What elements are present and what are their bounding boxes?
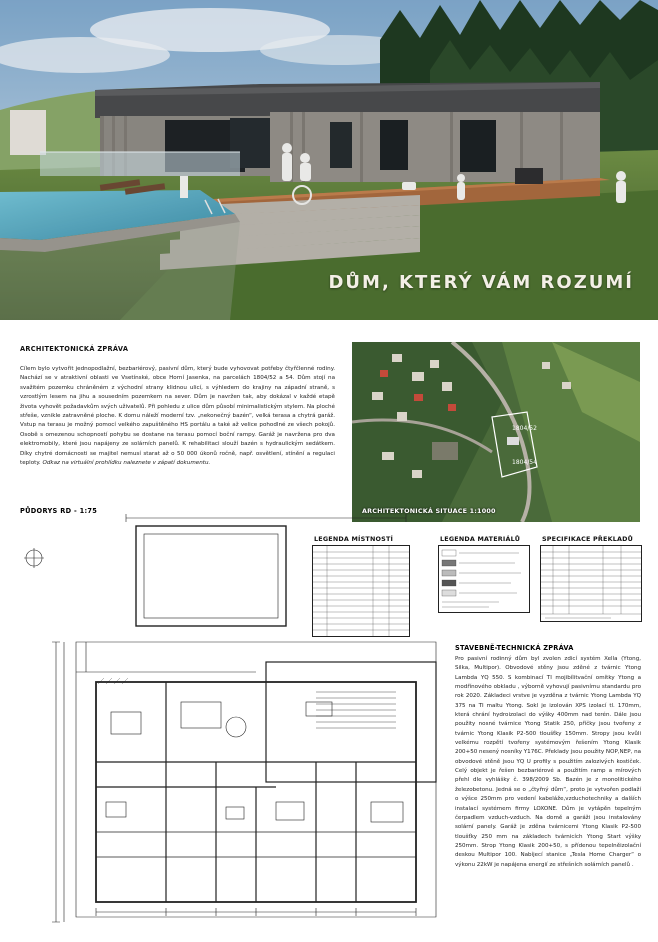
parcel-label-b: 1804/54 [512, 459, 537, 466]
site-plan-map [352, 342, 640, 522]
floor-plan-heading: PŮDORYS RD - 1:75 [20, 507, 98, 515]
structural-report-heading: STAVEBNĚ-TECHNICKÁ ZPRÁVA [455, 644, 574, 652]
structural-report-body: Pro pasivní rodinný dům byl zvolen zdicí systém Xella (Ytong, Silka, Multipor). Obvodové stěny jsou zděné z tvárnic Ytong Lambda YQ 550. S kombinací TI mojibílitvační omítky Ytong a modřínového obkladu , výborně vyhovují pasivnímu standardu pro rok 2020. Základeci vrstve je vyzděna z tvárnic Ytong Lambda YQ 375 na TI maltu Ytong. Sokl je izolován XPS izolací tl. 170mm, která chrání hydroizolaci do výšky 400mm nad terén. Dále jsou použity nosné tvárnice Ytong Statik 250, příčky jsou tvořeny z tvárnic Ytong Klasik P2-500 tloušťky 150mm. Stropy jsou kvůli velkému rozpětí tvořeny systémovým řešením Ytong Klasik 200+50 nesený nosníky Y176C. Překlady jsou použity NOP,NEP, na obvodové stěně jsou YQ U profily s použitím zalozivých kostiček. Celý objekt je řešen bezbariérové a použitím ramp a mírových přehl dle vyhlášky č. 398/2009 Sb. Bazén je z monolitického železobetonu. Jedná se o „čtyřný dům“, proto je vytvořen podlaží o výšce 250mm pro vedení kabeláže,vzduchotechniky a dalších instalací systémem firmy LOXONE. Dům je vytápěn tepelným čerpadlem vzduch-vzduch. Na domě a garáži jsou instalovány solární panely. Garáž je zděna tvárnicemi Ytong Klasik P2-500 tloušťky 250 mm na základech tvárnicích Ytong Start výšky 250mm. Strop Ytong Klasik 200+50, s přídenou tepelněizolační deskou Multipor 100. Nabíjecí stanice „Tesla Home Charger“ o výkonu 22kW je napájena energií ze střešních solárních panelů . [455, 656, 641, 868]
site-plan-label: ARCHITEKTONICKÁ SITUACE 1:1000 [362, 507, 496, 515]
architectural-report-body [20, 365, 335, 468]
architectural-report-heading: ARCHITEKTONICKÁ ZPRÁVA [20, 345, 129, 353]
structural-report [455, 644, 641, 870]
lintels-spec-title: SPECIFIKACE PŘEKLADŮ [542, 535, 634, 543]
lintels-spec-grid [541, 546, 641, 621]
hero-title: DŮM, KTERÝ VÁM ROZUMÍ [328, 272, 634, 293]
aerial-map-illustration [352, 342, 640, 522]
parcel-label-a: 1804/52 [512, 425, 537, 432]
materials-legend-table [438, 545, 530, 613]
architectural-report-text: Cílem bylo vytvořit jednopodlažní, bezbariérový, pasivní dům, který bude vyhovovat potřeby čtyřčlenné rodiny. Nachází se v atraktivní oblasti ve Vsetínské, obce Horní Jasenka, na parcelách 1804/52 a 54. Dům stojí na svažitém pozemku chráněném z východní strany klidnou ulicí, s výhledem do krajiny na západní straně, s vzrostlým lesem na jihu a sousedním pozemkem na sever. Dům je navržen tak, aby dokázal v každé etapě života vyhovět požadavkům svých uživatelů. Při pohledu z ulice dům působí minimalistickým stylem. Na ploché střeše, vznikle zatravněné ploche. K domu náleží moderní tzv. „nekonečný bazén“, velká terasa a chytrá garáž. Vstup na terasu je možný pomocí velkého zapuštěného HS portálu a také až velice pohodlné ze všech pokojů. Osobě s omezenou schopností pohybu se dostane na terasu pomocí boční rampy. Garáž je navržena pro dva elektromobily, které jsou napájeny ze solárních panelů. K rehabilitaci slouží bazén s hydraulickým sedátkem. Díky chytré domácnosti se majitel nemusí starat až o 50 000 úkonů ročně, např. osvětlení, stínění a regulaci teploty. [20, 366, 335, 467]
rooms-legend-title: LEGENDA MÍSTNOSTÍ [314, 535, 394, 543]
rooms-legend-grid [313, 546, 409, 636]
virtual-tour-note: Odkaz na virtuální prohlídku naleznete v zápatí dokumentu. [42, 460, 211, 467]
materials-legend-title: LEGENDA MATERIÁLŮ [440, 535, 521, 543]
rooms-legend-table [312, 545, 410, 637]
hero-rendering [0, 0, 658, 320]
materials-legend-swatches [439, 546, 529, 612]
lintels-spec-table [540, 545, 642, 622]
